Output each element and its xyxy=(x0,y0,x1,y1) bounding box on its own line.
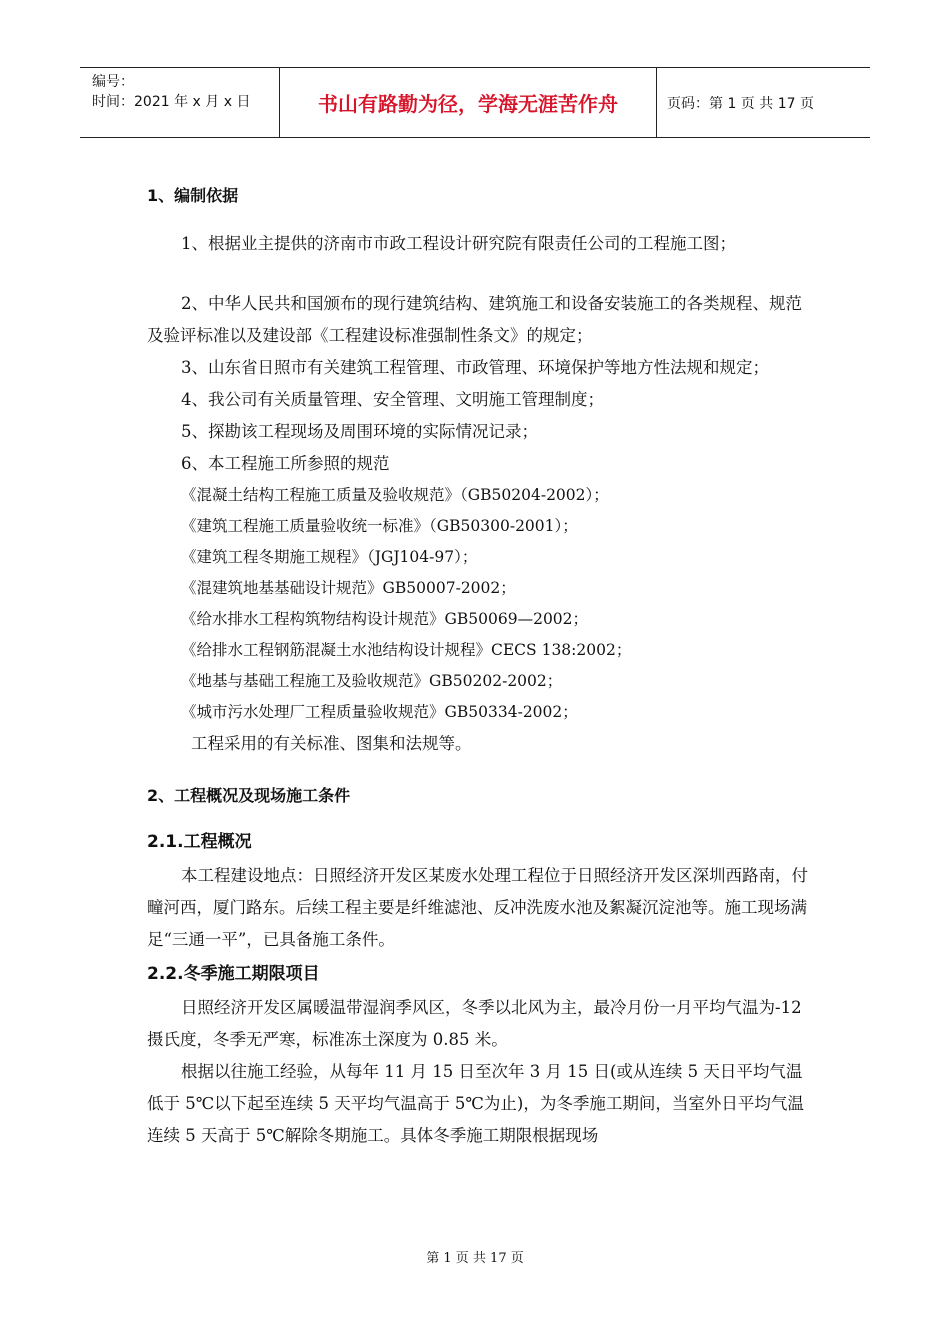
reference-6: 《给排水工程钢筋混凝土水池结构设计规程》CECS 138:2002； xyxy=(181,641,632,659)
basis-item-1: 1、根据业主提供的济南市市政工程设计研究院有限责任公司的工程施工图； xyxy=(181,234,736,253)
time-label: 时间：2021 年 x 月 x 日 xyxy=(92,94,251,110)
page-header xyxy=(80,67,870,138)
reference-8: 《城市污水处理厂工程质量验收规范》GB50334-2002； xyxy=(181,703,578,721)
reference-2: 《建筑工程施工质量验收统一标准》（GB50300-2001）； xyxy=(181,517,578,535)
subsection-2-1-title: 2.1.工程概况 xyxy=(147,832,252,852)
winter-period-text: 根据以往施工经验，从每年 11 月 15 日至次年 3 月 15 日(或从连续 5 天日平均气温低于 5℃以下起至连续 5 天平均气温高于 5℃为止)，为冬季施工期间，当室外日平均气温连续 5 天高于 5℃解除冬期施工。具体冬季施工期限根据现场 xyxy=(147,1062,804,1145)
page-footer: 第 1 页 共 17 页 xyxy=(426,1251,524,1266)
subsection-2-2-title: 2.2.冬季施工期限项目 xyxy=(147,964,320,984)
basis-item-4: 4、我公司有关质量管理、安全管理、文明施工管理制度； xyxy=(181,390,604,409)
basis-closing: 工程采用的有关标准、图集和法规等。 xyxy=(191,734,472,753)
reference-7: 《地基与基础工程施工及验收规范》GB50202-2002； xyxy=(181,672,563,690)
header-meta xyxy=(80,68,280,137)
header-page-info: 页码：第 1 页 共 17 页 xyxy=(667,95,814,112)
section-2-title: 2、工程概况及现场施工条件 xyxy=(147,786,351,805)
document-body xyxy=(147,180,817,1152)
reference-4: 《混建筑地基基础设计规范》GB50007-2002； xyxy=(181,579,516,597)
number-label: 编号： xyxy=(92,74,134,90)
section-1-title: 1、编制依据 xyxy=(147,186,239,205)
header-motto: 书山有路勤为径，学海无涯苦作舟 xyxy=(280,68,657,137)
basis-item-3: 3、山东省日照市有关建筑工程管理、市政管理、环境保护等地方性法规和规定； xyxy=(181,358,769,377)
reference-3: 《建筑工程冬期施工规程》（JGJ104-97）； xyxy=(181,548,478,566)
climate-text: 日照经济开发区属暖温带湿润季风区，冬季以北风为主，最冷月份一月平均气温为-12 摄氏度，冬季无严寒，标准冻土深度为 0.85 米。 xyxy=(147,998,802,1049)
basis-item-2: 2、中华人民共和国颁布的现行建筑结构、建筑施工和设备安装施工的各类规程、规范及验评标准以及建设部《工程建设标准强制性条文》的规定； xyxy=(147,294,802,345)
reference-5: 《给水排水工程构筑物结构设计规范》GB50069—2002； xyxy=(181,610,589,628)
project-overview-text: 本工程建设地点：日照经济开发区某废水处理工程位于日照经济开发区深圳西路南，付疃河西，厦门路东。后续工程主要是纤维滤池、反冲洗废水池及絮凝沉淀池等。施工现场满足“三通一平”，已具备施工条件。 xyxy=(147,866,808,949)
basis-item-5: 5、探勘该工程现场及周围环境的实际情况记录； xyxy=(181,422,538,441)
reference-1: 《混凝土结构工程施工质量及验收规范》（GB50204-2002）； xyxy=(181,486,609,504)
basis-item-6: 6、本工程施工所参照的规范 xyxy=(181,454,390,473)
